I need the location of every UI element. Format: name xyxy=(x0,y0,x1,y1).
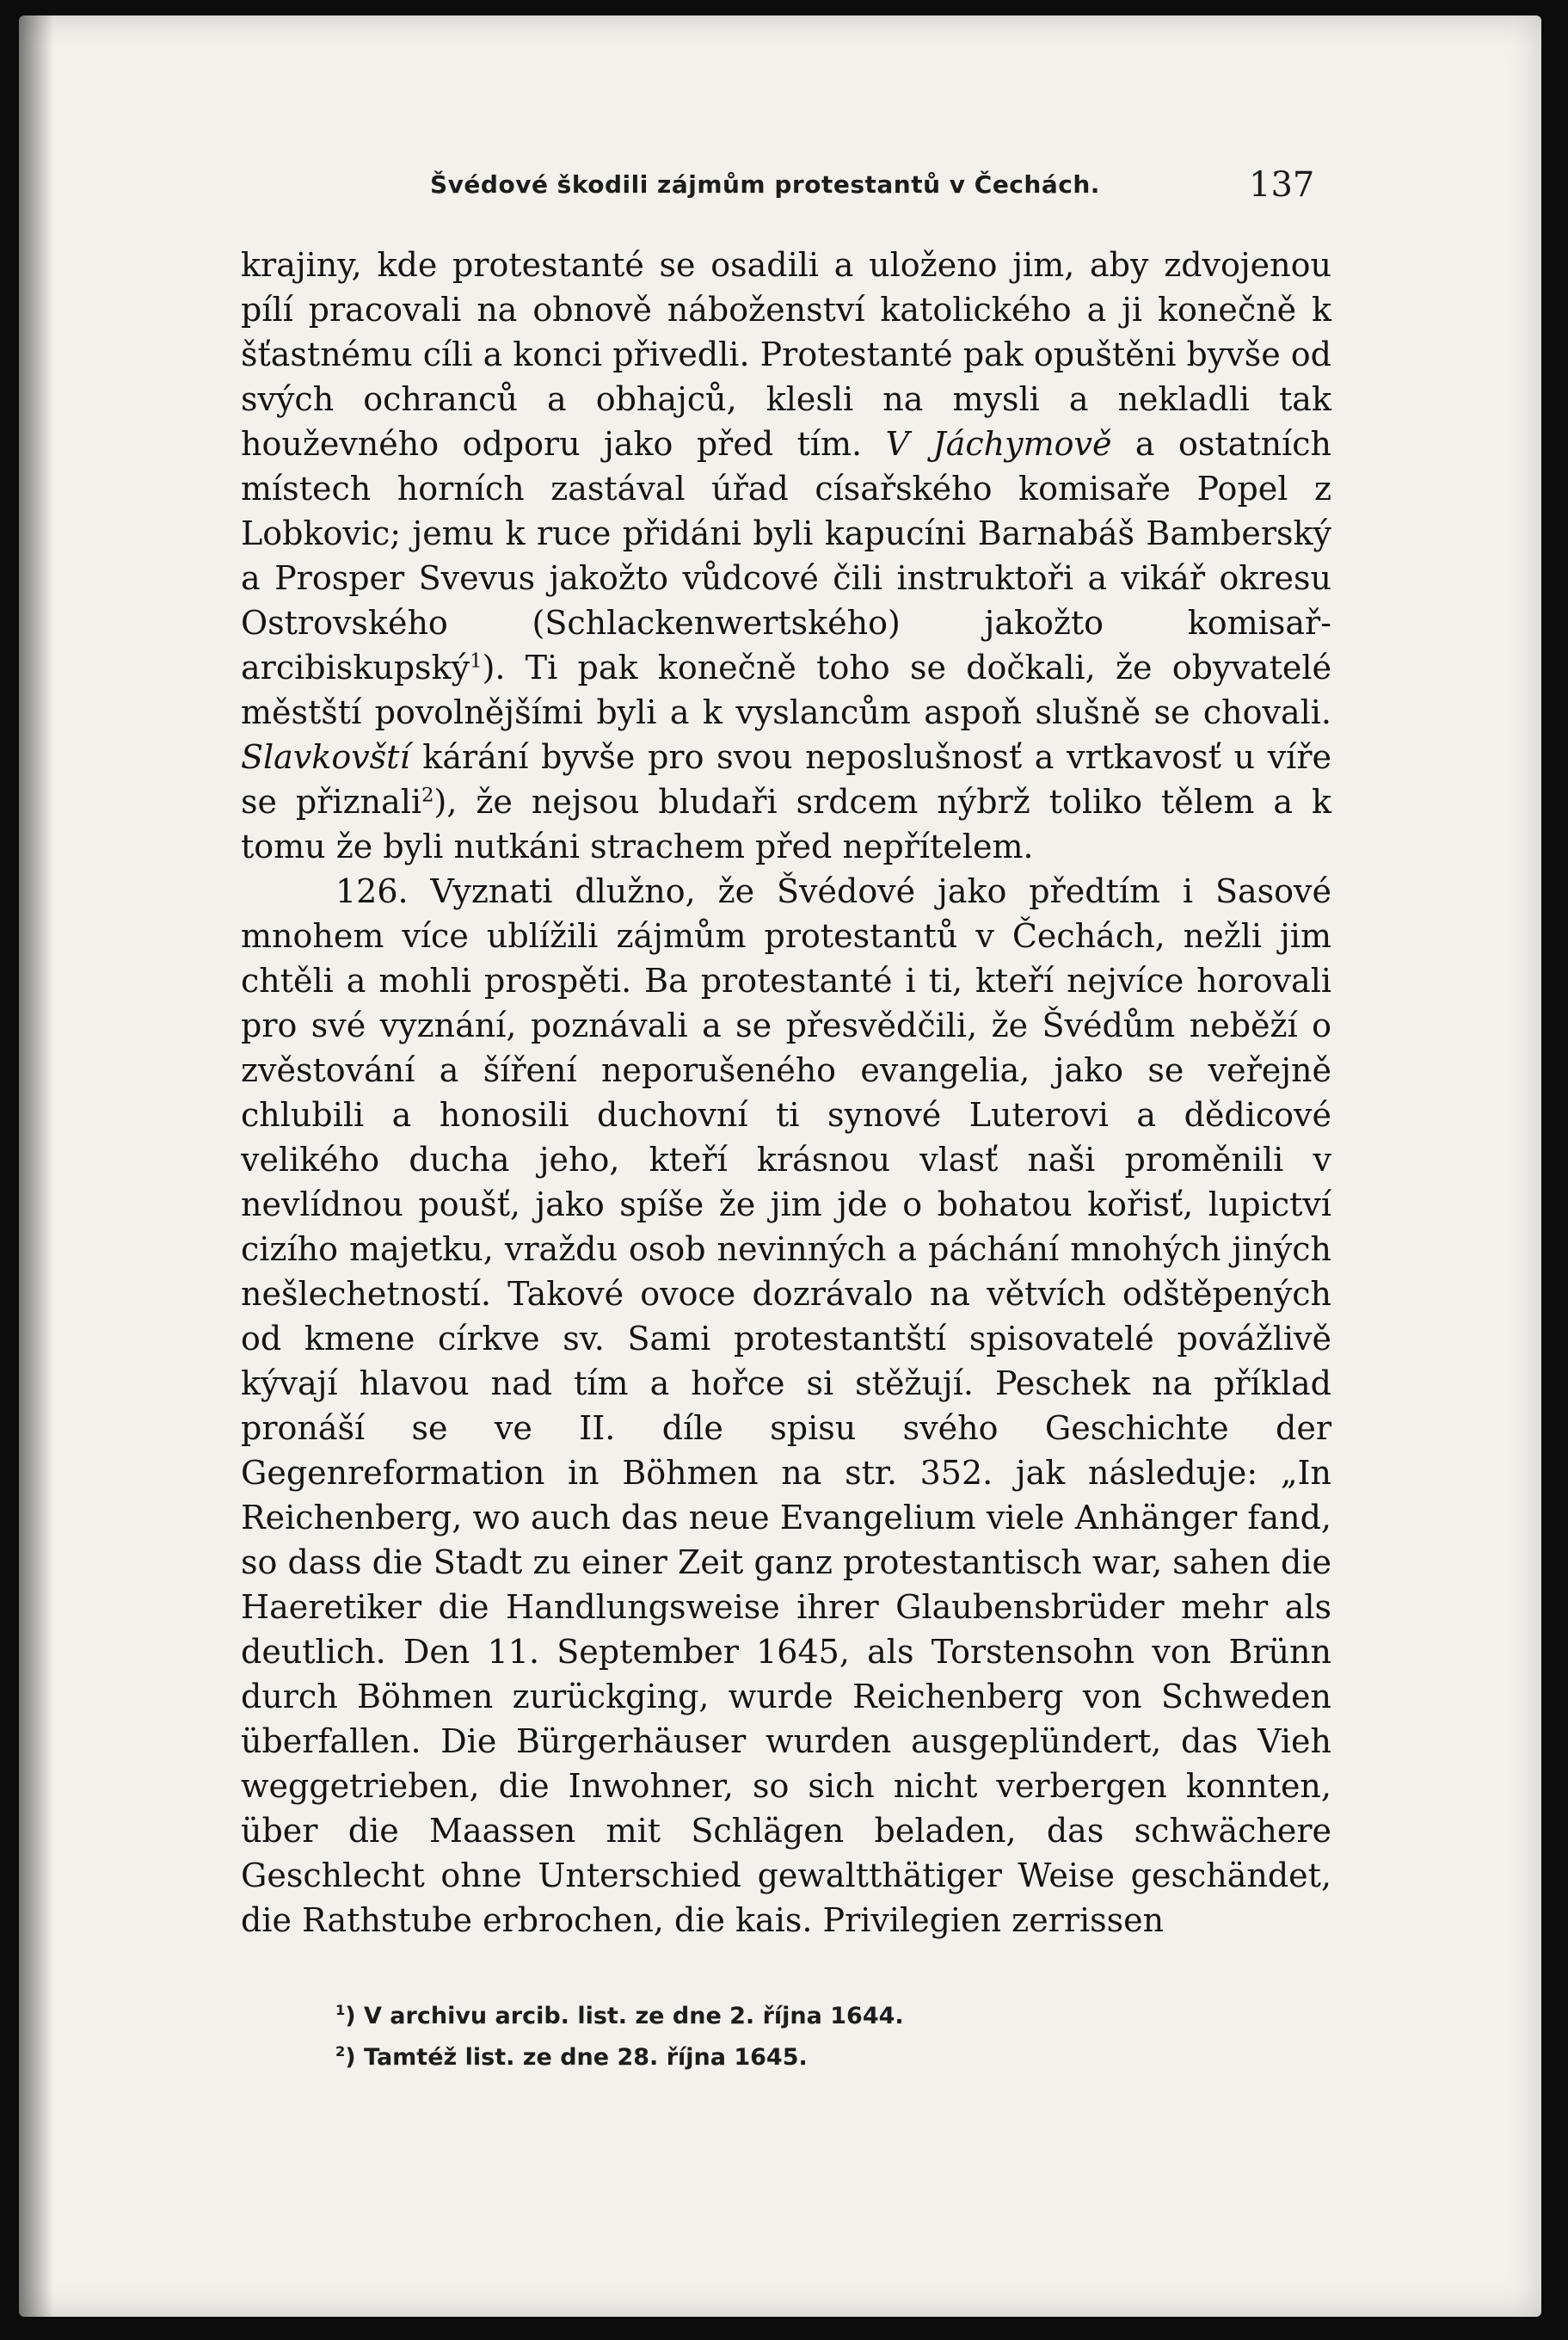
place-name-italic: Slavkovští xyxy=(241,738,410,776)
footnotes xyxy=(335,1996,1196,2078)
text-run: kárání byvše pro svou neposlušnosť a vrtkavosť u víře se přiznali xyxy=(241,738,1331,821)
main-text xyxy=(241,243,1331,1943)
footnote-item xyxy=(335,1996,1196,2037)
footnote-ref-2: 2 xyxy=(421,784,434,807)
paragraph-1 xyxy=(241,243,1331,869)
text-run: ), že nejsou bludaři srdcem nýbrž toliko tělem a k tomu že byli nutkáni strachem před nepřítelem. xyxy=(241,783,1331,865)
text-run: ). Ti pak konečně toho se dočkali, že obyvatelé městští povolnějšími byli a k vyslancům aspoň slušně se chovali. xyxy=(241,649,1331,731)
page-number: 137 xyxy=(1249,165,1315,205)
footnote-ref-1: 1 xyxy=(470,650,483,673)
running-head xyxy=(0,165,1568,213)
footnote-mark: 1 xyxy=(335,2002,346,2018)
paragraph-126: 126. Vyznati dlužno, že Švédové jako předtím i Sasové mnohem více ublížili zájmům protestantů v Čechách, nežli jim chtěli a mohli prospěti. Ba protestanté i ti, kteří nejvíce horovali pro své vyznání, poznávali a se přesvědčili, že Švédům neběží o zvěstování a šíření neporušeného evangelia, jako se veřejně chlubili a honosili duchovní ti synové Luterovi a dědicové velikého ducha jeho, kteří krásnou vlasť naši proměnili v nevlídnou poušť, jako spíše že jim jde o bohatou kořisť, lupictví cizího majetku, vraždu osob nevinných a páchání mnohých jiných nešlechetností. Takové ovoce dozrávalo na větvích odštěpených od kmene církve sv. Sami protestantští spisovatelé povážlivě kývají hlavou nad tím a hořce si stěžují. Peschek na příklad pronáší se ve II. díle spisu svého Geschichte der Gegenreformation in Böhmen na str. 352. jak následuje: „In Reichenberg, wo auch das neue Evangelium viele Anhänger fand, so dass die Stadt zu einer Zeit ganz protestantisch war, sahen die Haeretiker die Handlungsweise ihrer Glaubensbrüder mehr als deutlich. Den 11. September 1645, als Torstensohn von Brünn durch Böhmen zurückging, wurde Reichenberg von Schweden überfallen. Die Bürgerhäuser wurden ausgeplündert, das Vieh weggetrieben, die Inwohner, so sich nicht verbergen konnten, über die Maassen mit Schlägen beladen, das schwächere Geschlecht ohne Unterschied gewaltthätiger Weise geschändet, die Rathstube erbrochen, die kais. Privilegien zerrissen xyxy=(241,872,1331,1939)
text-run: a ostatních místech horních zastával úřad císařského komisaře Popel z Lobkovic; jemu k ruce přidáni byli kapucíni Barnabáš Bamberský a Prosper Svevus jakožto vůdcové čili instruktoři a vikář okresu Ostrovského (Schlackenwertského) jakožto komisař-arcibiskupský xyxy=(241,425,1331,687)
footnote-item xyxy=(335,2037,1196,2078)
text-run: krajiny, kde protestanté se osadili a uloženo jim, aby zdvojenou pílí pracovali na obnově náboženství katolického a ji konečně k šťastnému cíli a konci přivedli. Protestanté pak opuštěni byvše od svých ochranců a obhajců, klesli na mysli a nekladli tak houževného odporu jako před tím. xyxy=(241,246,1331,463)
running-title: Švédové škodili zájmům protestantů v Čechách. xyxy=(430,170,1100,199)
footnote-text: ) Tamtéž list. ze dne 28. října 1645. xyxy=(345,2044,808,2071)
footnote-mark: 2 xyxy=(335,2043,346,2060)
place-name-italic: V Jáchymově xyxy=(885,425,1112,463)
page-spine-shadow xyxy=(19,15,53,2317)
footnote-text: ) V archivu arcib. list. ze dne 2. října 1644. xyxy=(345,2003,904,2029)
